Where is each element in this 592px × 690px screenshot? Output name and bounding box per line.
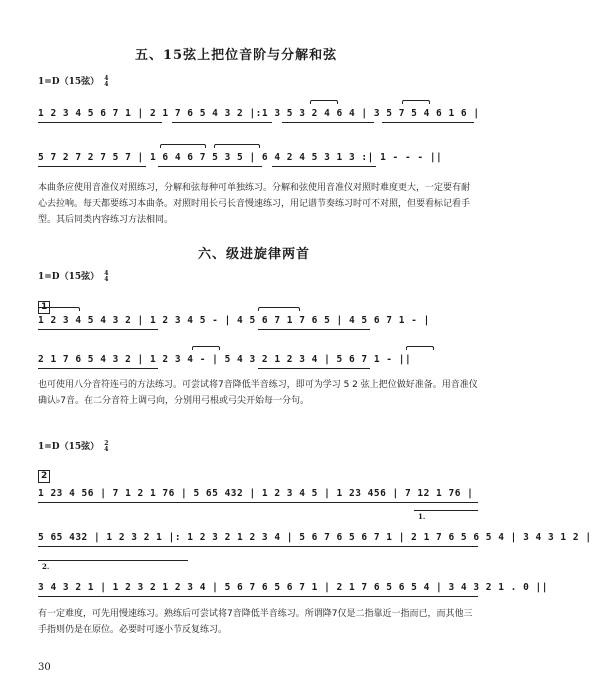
underline [172,122,272,123]
underline [38,166,146,167]
key-signature: 1=D（15弦） [38,272,100,282]
volta-bracket [414,510,478,511]
piece2-key [38,439,108,453]
underline [38,502,478,503]
slur [258,307,300,311]
underline [272,166,376,167]
piece1-number [38,294,50,314]
time-signature: 4 4 [104,74,109,88]
section5-paragraph: 本曲条应使用音准仪对照练习，分解和弦每种可单独练习。分解和弦使用音准仪对照时难度更大，一定要有耐心去拉响。每天都要练习本曲条。对照时用长弓长音慢速练习，用记谱节奏练习时可不对照，但要看标记看手型。其后同类内容练习方法相同。 [38,183,471,225]
piece2-line1: 1 23 4 56 | 7 1 2 1 76 | 5 65 432 | 1 2 3 4 5 | 1 23 456 | 7 12 1 76 | [38,488,474,499]
underline [38,596,478,597]
section5-title: 五、15弦上把位音阶与分解和弦 [135,48,338,63]
time-signature: 2 4 [104,439,109,453]
piece-number-badge: 1 [38,301,50,314]
section5-line1: 1 2 3 4 5 6 7 1 | 2 1 7 6 5 4 3 2 |:1 3 5 3 2 4 6 4 | 3 5 7 5 4 6 1 6 | [38,108,480,119]
underline [258,329,370,330]
slur [214,144,260,148]
piece2-line3: 3 4 3 2 1 | 1 2 3 2 1 2 3 4 | 5 6 7 6 5 6 7 1 | 2 1 7 6 5 6 5 4 | 3 4 3 2 1 . 0 || [38,582,548,593]
underline [38,546,478,547]
section5-key [38,74,108,88]
slur [160,144,206,148]
underline [158,166,262,167]
piece1-key [38,269,108,283]
key-signature: 1=D（15弦） [38,77,100,87]
section5-line2: 5 7 2 7 2 7 5 7 | 1 6 4 6 7 5 3 5 | 6 4 2 4 5 3 1 3 :| 1 - - - || [38,152,443,163]
piece-number-badge: 2 [38,470,50,483]
time-signature: 4 4 [104,269,109,283]
slur [38,307,80,311]
slur [406,346,434,350]
piece1-line1: 1 2 3 4 5 4 3 2 | 1 2 3 4 5 - | 4 5 6 7 1 7 6 5 | 4 5 6 7 1 - | [38,315,430,326]
underline [38,122,162,123]
underline [382,122,474,123]
underline [282,122,374,123]
underline [258,368,370,369]
piece2-line2: 5 65 432 | 1 2 3 2 1 |: 1 2 3 2 1 2 3 4 | 5 6 7 6 5 6 7 1 | 2 1 7 6 5 6 5 4 | 3 4 3 1 2 | [38,532,592,543]
key-signature: 1=D（15弦） [38,442,100,452]
piece1-paragraph: 也可使用八分音符连弓的方法练习。可尝试将7音降低半音练习，即可为学习 5 2 弦上把位做好准备。用音准仪确认♭7音。在二分音符上调弓向，分别用弓根或弓尖开始每一分句。 [38,380,478,406]
slur [310,100,338,104]
slur [192,346,220,350]
piece2-paragraph: 有一定难度，可先用慢速练习。熟练后可尝试将7音降低半音练习。所谓降7仅是二指靠近一指而已，而其他三手指则仍是在原位。必要时可逐小节反复练习。 [38,609,473,635]
piece1-line2: 2 1 7 6 5 4 3 2 | 1 2 3 4 - | 5 4 3 2 1 2 3 4 | 5 6 7 1 - || [38,354,412,365]
volta-2-label: 2. [42,562,50,571]
section6-title: 六、级进旋律两首 [198,247,311,262]
underline [38,329,158,330]
slur [402,100,430,104]
underline [38,368,158,369]
volta-bracket [38,560,188,561]
volta-1-label: 1. [418,512,426,521]
piece2-number [38,463,50,483]
page-number: 30 [38,662,51,673]
